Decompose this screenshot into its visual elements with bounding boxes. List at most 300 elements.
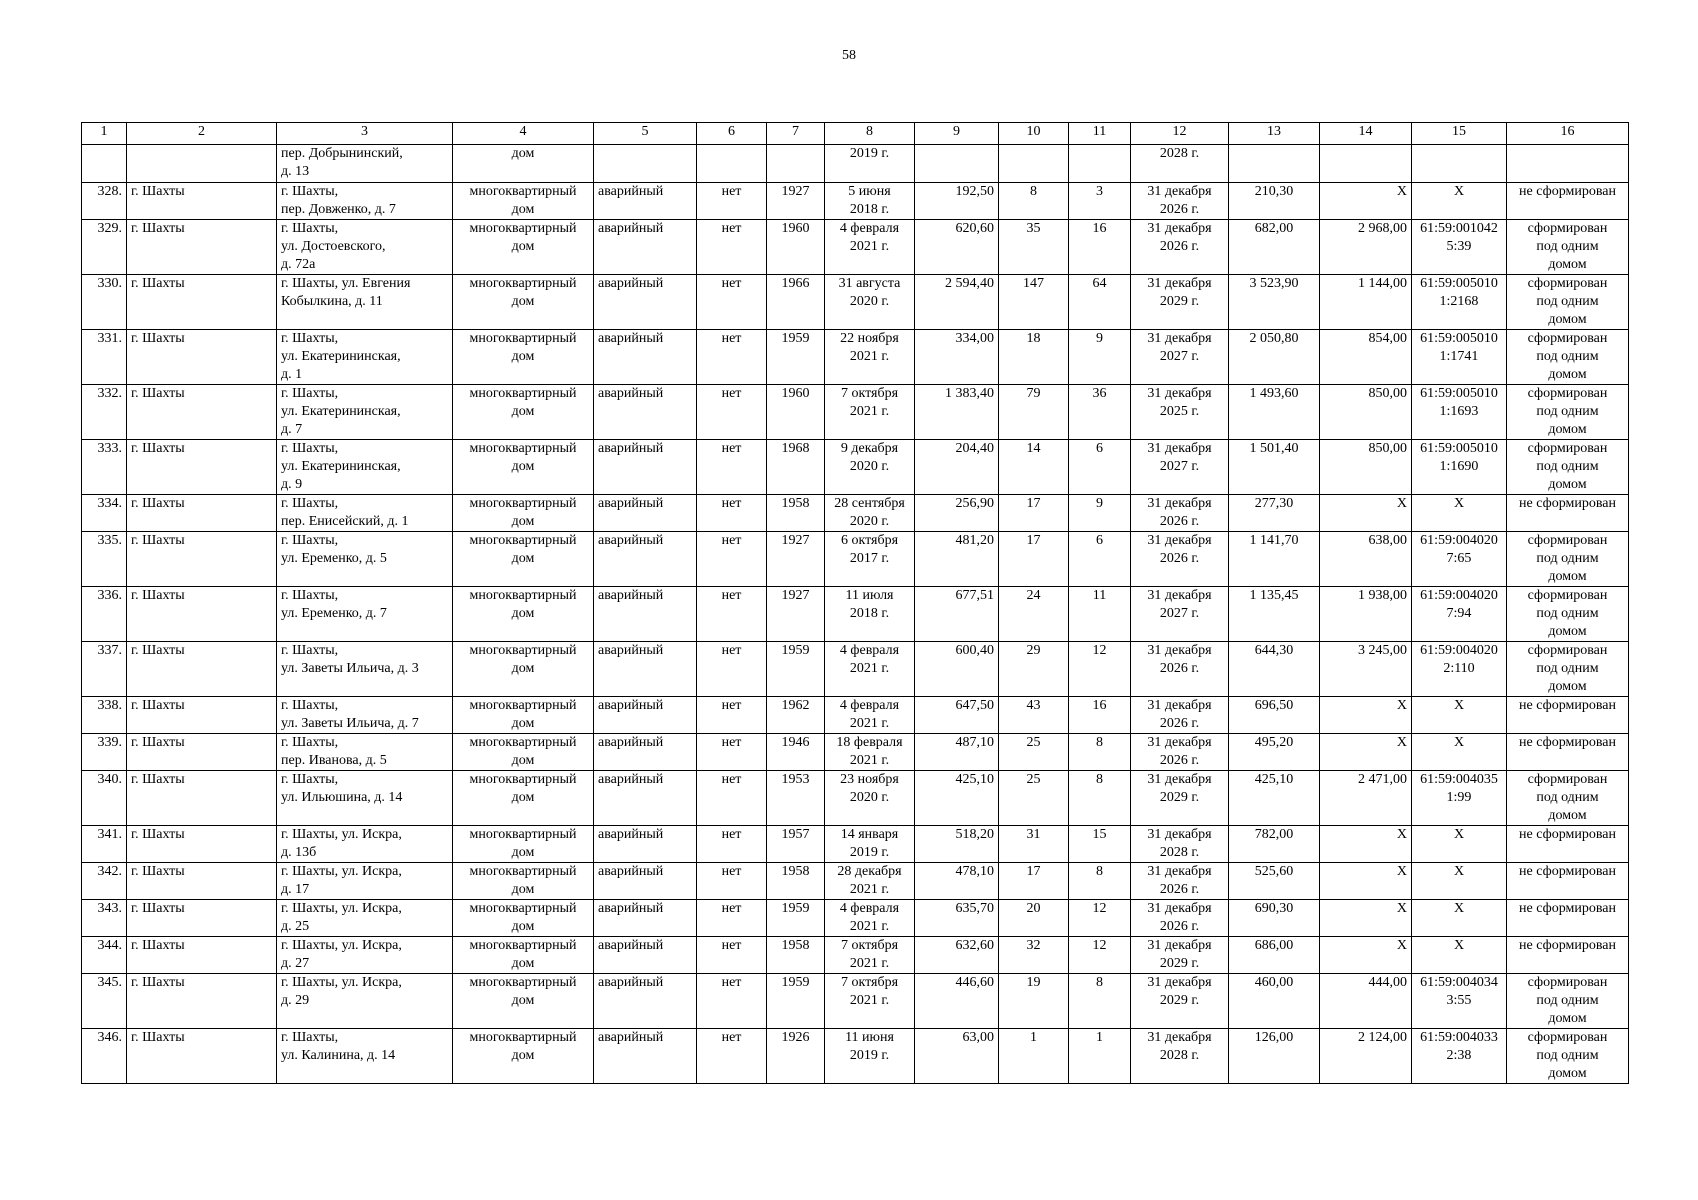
table-cell — [82, 145, 127, 183]
table-cell: 334,00 — [915, 330, 999, 385]
table-cell: 341. — [82, 826, 127, 863]
table-cell: 79 — [999, 385, 1069, 440]
table-cell: 1968 — [767, 440, 825, 495]
table-cell: сформирован под одним домом — [1507, 440, 1629, 495]
table-cell: не сформирован — [1507, 183, 1629, 220]
table-cell: аварийный — [594, 642, 697, 697]
table-cell — [594, 145, 697, 183]
table-cell: 340. — [82, 771, 127, 826]
table-cell: 36 — [1069, 385, 1131, 440]
table-cell: сформирован под одним домом — [1507, 330, 1629, 385]
table-cell: нет — [697, 440, 767, 495]
table-cell: г. Шахты, ул. Искра, д. 25 — [277, 900, 453, 937]
table-cell: 63,00 — [915, 1029, 999, 1084]
table-row — [82, 900, 1629, 937]
table-cell: не сформирован — [1507, 734, 1629, 771]
table-cell: 61:59:005010 1:2168 — [1412, 275, 1507, 330]
table-cell: аварийный — [594, 1029, 697, 1084]
table-cell: сформирован под одним домом — [1507, 1029, 1629, 1084]
table-cell: многоквартирный дом — [453, 183, 594, 220]
table-cell: 7 октября 2021 г. — [825, 974, 915, 1029]
table-cell: 1926 — [767, 1029, 825, 1084]
table-cell: 35 — [999, 220, 1069, 275]
table-cell: 192,50 — [915, 183, 999, 220]
table-cell: г. Шахты, ул. Екатерининская, д. 9 — [277, 440, 453, 495]
table-cell: 61:59:004034 3:55 — [1412, 974, 1507, 1029]
table-cell: 61:59:004020 7:65 — [1412, 532, 1507, 587]
table-cell: 31 декабря 2029 г. — [1131, 771, 1229, 826]
table-cell: г. Шахты, ул. Ильюшина, д. 14 — [277, 771, 453, 826]
table-cell: X — [1412, 734, 1507, 771]
table-cell: не сформирован — [1507, 495, 1629, 532]
column-header: 2 — [127, 123, 277, 145]
table-cell: аварийный — [594, 385, 697, 440]
table-cell: 620,60 — [915, 220, 999, 275]
column-header: 7 — [767, 123, 825, 145]
table-cell: аварийный — [594, 183, 697, 220]
table-cell: нет — [697, 183, 767, 220]
table-cell: многоквартирный дом — [453, 220, 594, 275]
table-cell — [697, 145, 767, 183]
table-cell: многоквартирный дом — [453, 974, 594, 1029]
table-cell: г. Шахты — [127, 826, 277, 863]
table-cell: нет — [697, 385, 767, 440]
table-cell: 346. — [82, 1029, 127, 1084]
table-cell: 1959 — [767, 974, 825, 1029]
table-cell: 17 — [999, 532, 1069, 587]
table-cell: 647,50 — [915, 697, 999, 734]
column-header: 1 — [82, 123, 127, 145]
table-cell: 9 декабря 2020 г. — [825, 440, 915, 495]
table-cell: 329. — [82, 220, 127, 275]
table-cell — [1069, 145, 1131, 183]
table-cell: 17 — [999, 495, 1069, 532]
table-row — [82, 734, 1629, 771]
table-cell: 696,50 — [1229, 697, 1320, 734]
table-cell: 854,00 — [1320, 330, 1412, 385]
column-header: 9 — [915, 123, 999, 145]
table-cell: 147 — [999, 275, 1069, 330]
table-cell: 336. — [82, 587, 127, 642]
table-cell: 2 968,00 — [1320, 220, 1412, 275]
table-cell: 7 октября 2021 г. — [825, 385, 915, 440]
table-cell: 335. — [82, 532, 127, 587]
table-cell: 850,00 — [1320, 440, 1412, 495]
table-row — [82, 275, 1629, 330]
table-cell: 11 июля 2018 г. — [825, 587, 915, 642]
table-cell: 328. — [82, 183, 127, 220]
table-cell: 14 — [999, 440, 1069, 495]
table-cell: г. Шахты, ул. Искра, д. 17 — [277, 863, 453, 900]
table-cell: 31 декабря 2027 г. — [1131, 330, 1229, 385]
table-cell: 7 октября 2021 г. — [825, 937, 915, 974]
column-header: 6 — [697, 123, 767, 145]
table-cell: нет — [697, 532, 767, 587]
table-cell: г. Шахты, ул. Заветы Ильича, д. 7 — [277, 697, 453, 734]
table-cell: г. Шахты — [127, 183, 277, 220]
table-cell: 18 февраля 2021 г. — [825, 734, 915, 771]
table-row — [82, 385, 1629, 440]
table-cell: X — [1412, 937, 1507, 974]
table-cell: многоквартирный дом — [453, 900, 594, 937]
table-cell: 850,00 — [1320, 385, 1412, 440]
table-cell: нет — [697, 734, 767, 771]
table-cell: 126,00 — [1229, 1029, 1320, 1084]
table-cell: 478,10 — [915, 863, 999, 900]
table-cell: 331. — [82, 330, 127, 385]
table-cell: 1958 — [767, 937, 825, 974]
table-cell: 425,10 — [1229, 771, 1320, 826]
table-cell: 24 — [999, 587, 1069, 642]
table-cell: нет — [697, 642, 767, 697]
table-cell: г. Шахты, ул. Евгения Кобылкина, д. 11 — [277, 275, 453, 330]
table-cell: 644,30 — [1229, 642, 1320, 697]
table-cell — [915, 145, 999, 183]
table-cell: 15 — [1069, 826, 1131, 863]
table-cell: 12 — [1069, 937, 1131, 974]
table-cell: 20 — [999, 900, 1069, 937]
table-cell: 1958 — [767, 863, 825, 900]
table-cell: г. Шахты — [127, 275, 277, 330]
table-cell: 6 октября 2017 г. — [825, 532, 915, 587]
table-cell: многоквартирный дом — [453, 440, 594, 495]
table-cell: дом — [453, 145, 594, 183]
table-cell: 23 ноября 2020 г. — [825, 771, 915, 826]
table-cell: 32 — [999, 937, 1069, 974]
table-cell: 31 декабря 2027 г. — [1131, 440, 1229, 495]
housing-table — [81, 122, 1629, 1084]
table-cell: г. Шахты — [127, 220, 277, 275]
table-cell: аварийный — [594, 440, 697, 495]
table-cell: нет — [697, 974, 767, 1029]
table-cell: аварийный — [594, 330, 697, 385]
table-cell: 690,30 — [1229, 900, 1320, 937]
table-row — [82, 532, 1629, 587]
table-cell: г. Шахты, ул. Заветы Ильича, д. 3 — [277, 642, 453, 697]
table-cell: г. Шахты, пер. Довженко, д. 7 — [277, 183, 453, 220]
column-header: 13 — [1229, 123, 1320, 145]
table-row — [82, 974, 1629, 1029]
table-cell: нет — [697, 330, 767, 385]
table-cell: 339. — [82, 734, 127, 771]
column-header: 15 — [1412, 123, 1507, 145]
table-cell: аварийный — [594, 974, 697, 1029]
table-cell: 31 декабря 2026 г. — [1131, 734, 1229, 771]
table-cell — [1412, 145, 1507, 183]
table-cell: 1960 — [767, 220, 825, 275]
table-cell: аварийный — [594, 532, 697, 587]
table-cell: 204,40 — [915, 440, 999, 495]
table-cell: г. Шахты, ул. Екатерининская, д. 1 — [277, 330, 453, 385]
header-row — [82, 123, 1629, 145]
table-row — [82, 183, 1629, 220]
table-cell: г. Шахты — [127, 900, 277, 937]
table-cell: 6 — [1069, 440, 1131, 495]
table-cell: нет — [697, 697, 767, 734]
table-cell: 677,51 — [915, 587, 999, 642]
table-cell: 61:59:004033 2:38 — [1412, 1029, 1507, 1084]
table-cell: г. Шахты — [127, 1029, 277, 1084]
table-cell: 29 — [999, 642, 1069, 697]
table-cell: сформирован под одним домом — [1507, 532, 1629, 587]
table-cell: аварийный — [594, 900, 697, 937]
table-cell: 495,20 — [1229, 734, 1320, 771]
table-cell: X — [1320, 697, 1412, 734]
table-cell: X — [1412, 495, 1507, 532]
table-cell: 18 — [999, 330, 1069, 385]
table-row — [82, 330, 1629, 385]
table-cell: 1927 — [767, 532, 825, 587]
table-row — [82, 495, 1629, 532]
table-cell: не сформирован — [1507, 826, 1629, 863]
table-cell: 334. — [82, 495, 127, 532]
table-cell: X — [1412, 900, 1507, 937]
table-cell: 344. — [82, 937, 127, 974]
table-cell: 31 декабря 2026 г. — [1131, 495, 1229, 532]
table-cell: 1966 — [767, 275, 825, 330]
table-cell: 8 — [999, 183, 1069, 220]
table-cell: 31 декабря 2029 г. — [1131, 275, 1229, 330]
column-header: 12 — [1131, 123, 1229, 145]
table-cell: г. Шахты, ул. Калинина, д. 14 — [277, 1029, 453, 1084]
table-cell: 4 февраля 2021 г. — [825, 697, 915, 734]
table-cell: нет — [697, 587, 767, 642]
table-cell: 2019 г. — [825, 145, 915, 183]
table-cell: 61:59:005010 1:1693 — [1412, 385, 1507, 440]
column-header: 10 — [999, 123, 1069, 145]
table-cell: 19 — [999, 974, 1069, 1029]
table-cell: 638,00 — [1320, 532, 1412, 587]
table-row — [82, 440, 1629, 495]
table-cell: многоквартирный дом — [453, 863, 594, 900]
column-header: 14 — [1320, 123, 1412, 145]
table-cell: 1 144,00 — [1320, 275, 1412, 330]
table-cell — [1320, 145, 1412, 183]
table-cell: 337. — [82, 642, 127, 697]
table-cell: многоквартирный дом — [453, 771, 594, 826]
column-header: 16 — [1507, 123, 1629, 145]
table-cell: 31 декабря 2026 г. — [1131, 183, 1229, 220]
table-cell: 1 141,70 — [1229, 532, 1320, 587]
table-cell: 332. — [82, 385, 127, 440]
table-cell: 28 декабря 2021 г. — [825, 863, 915, 900]
table-cell: г. Шахты — [127, 937, 277, 974]
table-cell: аварийный — [594, 220, 697, 275]
table-cell: сформирован под одним домом — [1507, 642, 1629, 697]
table-cell: 61:59:005010 1:1690 — [1412, 440, 1507, 495]
table-cell: 3 245,00 — [1320, 642, 1412, 697]
table-cell: 16 — [1069, 220, 1131, 275]
table-cell: г. Шахты — [127, 974, 277, 1029]
table-cell: аварийный — [594, 697, 697, 734]
table-cell: 210,30 — [1229, 183, 1320, 220]
table-cell: 518,20 — [915, 826, 999, 863]
table-cell: 2028 г. — [1131, 145, 1229, 183]
table-cell: 64 — [1069, 275, 1131, 330]
table-cell: нет — [697, 1029, 767, 1084]
table-cell: г. Шахты, пер. Иванова, д. 5 — [277, 734, 453, 771]
table-cell: 1927 — [767, 183, 825, 220]
column-header: 3 — [277, 123, 453, 145]
table-cell: 61:59:005010 1:1741 — [1412, 330, 1507, 385]
table-cell: нет — [697, 771, 767, 826]
table-cell: 632,60 — [915, 937, 999, 974]
table-cell: 2 471,00 — [1320, 771, 1412, 826]
table-cell: аварийный — [594, 587, 697, 642]
table-cell: г. Шахты — [127, 771, 277, 826]
table-cell — [999, 145, 1069, 183]
table-cell: 1 — [1069, 1029, 1131, 1084]
table-row — [82, 145, 1629, 183]
table-cell: 31 декабря 2026 г. — [1131, 697, 1229, 734]
table-cell: 6 — [1069, 532, 1131, 587]
table-cell: X — [1320, 495, 1412, 532]
table-cell: нет — [697, 826, 767, 863]
table-cell: 1 135,45 — [1229, 587, 1320, 642]
table-cell: сформирован под одним домом — [1507, 974, 1629, 1029]
table-cell — [767, 145, 825, 183]
table-cell: 8 — [1069, 734, 1131, 771]
table-cell: аварийный — [594, 937, 697, 974]
table-cell: 1957 — [767, 826, 825, 863]
table-cell: 3 523,90 — [1229, 275, 1320, 330]
table-cell: 277,30 — [1229, 495, 1320, 532]
table-cell: 1 501,40 — [1229, 440, 1320, 495]
table-cell: многоквартирный дом — [453, 330, 594, 385]
table-cell: г. Шахты, ул. Достоевского, д. 72а — [277, 220, 453, 275]
table-cell: 446,60 — [915, 974, 999, 1029]
table-cell: 31 декабря 2026 г. — [1131, 900, 1229, 937]
table-cell: не сформирован — [1507, 697, 1629, 734]
table-cell: 25 — [999, 734, 1069, 771]
table-cell: 3 — [1069, 183, 1131, 220]
table-cell: многоквартирный дом — [453, 826, 594, 863]
table-cell: 2 124,00 — [1320, 1029, 1412, 1084]
table-cell: 345. — [82, 974, 127, 1029]
table-cell — [1229, 145, 1320, 183]
table-cell: 1962 — [767, 697, 825, 734]
table-cell: 43 — [999, 697, 1069, 734]
table-cell: г. Шахты — [127, 532, 277, 587]
table-cell: многоквартирный дом — [453, 937, 594, 974]
column-header: 11 — [1069, 123, 1131, 145]
table-cell: г. Шахты — [127, 440, 277, 495]
table-cell: сформирован под одним домом — [1507, 587, 1629, 642]
table-cell: 22 ноября 2021 г. — [825, 330, 915, 385]
table-cell: X — [1320, 826, 1412, 863]
table-cell: 600,40 — [915, 642, 999, 697]
table-row — [82, 771, 1629, 826]
table-cell: 9 — [1069, 495, 1131, 532]
table-cell: 31 декабря 2025 г. — [1131, 385, 1229, 440]
table-cell: 14 января 2019 г. — [825, 826, 915, 863]
table-cell: 31 декабря 2029 г. — [1131, 974, 1229, 1029]
table-cell: X — [1412, 826, 1507, 863]
table-cell: 460,00 — [1229, 974, 1320, 1029]
table-cell: аварийный — [594, 771, 697, 826]
column-header: 5 — [594, 123, 697, 145]
table-cell: 4 февраля 2021 г. — [825, 642, 915, 697]
table-cell: 444,00 — [1320, 974, 1412, 1029]
table-cell: 2 594,40 — [915, 275, 999, 330]
table-cell: 338. — [82, 697, 127, 734]
table-cell: 1959 — [767, 642, 825, 697]
table-row — [82, 220, 1629, 275]
table-cell: 1927 — [767, 587, 825, 642]
table-cell: аварийный — [594, 275, 697, 330]
table-cell — [127, 145, 277, 183]
table-cell: 31 декабря 2026 г. — [1131, 532, 1229, 587]
table-cell: г. Шахты, ул. Искра, д. 13б — [277, 826, 453, 863]
table-cell: г. Шахты, ул. Еременко, д. 7 — [277, 587, 453, 642]
table-cell: 682,00 — [1229, 220, 1320, 275]
table-cell: г. Шахты — [127, 734, 277, 771]
table-cell: 1 383,40 — [915, 385, 999, 440]
table-cell: 31 августа 2020 г. — [825, 275, 915, 330]
table-cell: аварийный — [594, 863, 697, 900]
table-cell: 16 — [1069, 697, 1131, 734]
table-cell: 1960 — [767, 385, 825, 440]
table-cell: 525,60 — [1229, 863, 1320, 900]
table-cell: 61:59:004020 7:94 — [1412, 587, 1507, 642]
table-cell: 8 — [1069, 863, 1131, 900]
table-cell: 1953 — [767, 771, 825, 826]
table-row — [82, 937, 1629, 974]
table-cell: многоквартирный дом — [453, 697, 594, 734]
table-cell: 11 июня 2019 г. — [825, 1029, 915, 1084]
table-cell: многоквартирный дом — [453, 532, 594, 587]
table-cell: 25 — [999, 771, 1069, 826]
table-cell: X — [1412, 863, 1507, 900]
table-cell: г. Шахты, ул. Еременко, д. 5 — [277, 532, 453, 587]
table-cell: X — [1412, 697, 1507, 734]
table-cell: 31 декабря 2028 г. — [1131, 826, 1229, 863]
table-cell: нет — [697, 900, 767, 937]
table-cell: 31 декабря 2029 г. — [1131, 937, 1229, 974]
table-cell: 2 050,80 — [1229, 330, 1320, 385]
table-cell: сформирован под одним домом — [1507, 220, 1629, 275]
table-cell: нет — [697, 220, 767, 275]
table-cell: X — [1412, 183, 1507, 220]
table-cell: 1 493,60 — [1229, 385, 1320, 440]
page-number: 58 — [842, 48, 856, 63]
table-cell: 256,90 — [915, 495, 999, 532]
table-cell: 5 июня 2018 г. — [825, 183, 915, 220]
table-cell: г. Шахты, ул. Искра, д. 29 — [277, 974, 453, 1029]
table-cell: X — [1320, 863, 1412, 900]
table-cell: аварийный — [594, 495, 697, 532]
table-cell: г. Шахты — [127, 863, 277, 900]
table-cell: 343. — [82, 900, 127, 937]
table-cell: многоквартирный дом — [453, 642, 594, 697]
table-cell: пер. Добрынинский, д. 13 — [277, 145, 453, 183]
table-cell: 635,70 — [915, 900, 999, 937]
table-cell: многоквартирный дом — [453, 495, 594, 532]
table-cell: 11 — [1069, 587, 1131, 642]
table-cell: 1958 — [767, 495, 825, 532]
table-cell: не сформирован — [1507, 900, 1629, 937]
table-cell: 481,20 — [915, 532, 999, 587]
table-cell: 31 — [999, 826, 1069, 863]
table-cell: многоквартирный дом — [453, 385, 594, 440]
table-cell: аварийный — [594, 734, 697, 771]
table-cell: 330. — [82, 275, 127, 330]
table-row — [82, 642, 1629, 697]
table-cell: 61:59:001042 5:39 — [1412, 220, 1507, 275]
table-cell: 1 — [999, 1029, 1069, 1084]
table-cell: 1959 — [767, 900, 825, 937]
table-row — [82, 1029, 1629, 1084]
